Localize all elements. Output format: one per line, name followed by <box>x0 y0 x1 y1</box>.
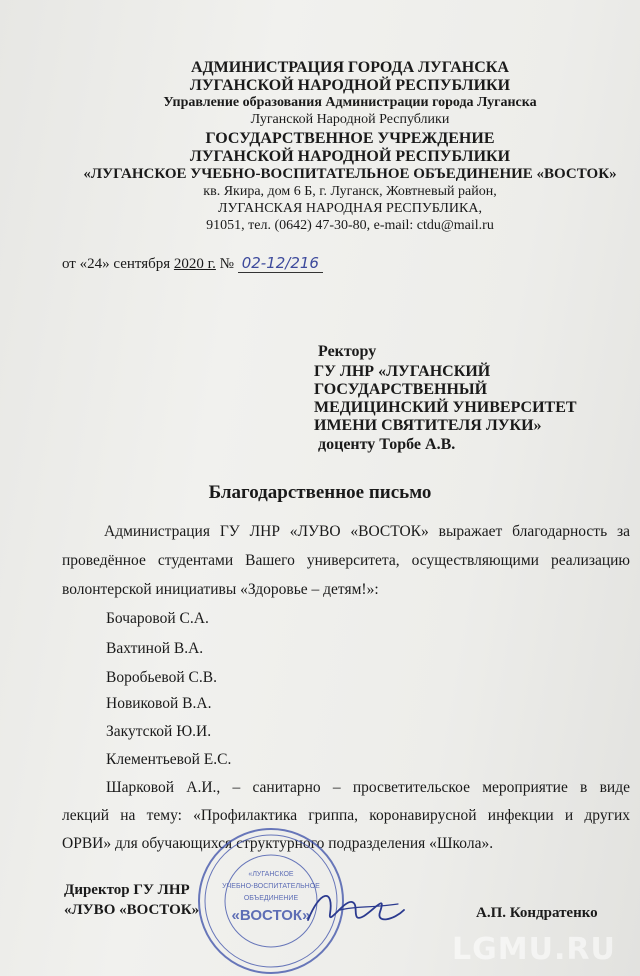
volunteer-name: Бочаровой С.А. <box>106 610 209 627</box>
reference-number: 02-12/216 <box>238 254 323 273</box>
volunteer-name: Новиковой В.А. <box>106 695 212 712</box>
header-line-institution-name: «ЛУГАНСКОЕ УЧЕБНО-ВОСПИТАТЕЛЬНОЕ ОБЪЕДИНЕНИЕ «ВОСТОК» <box>83 166 617 182</box>
header-line-institution: ГОСУДАРСТВЕННОЕ УЧРЕЖДЕНИЕ <box>205 130 495 147</box>
signer-role-line-1: Директор ГУ ЛНР <box>64 882 190 898</box>
body-paragraph-1-line-1: Администрация ГУ ЛНР «ЛУВО «ВОСТОК» выражает благодарность за <box>104 523 630 540</box>
stamp-text-middle-1: УЧЕБНО-ВОСПИТАТЕЛЬНОЕ <box>222 883 320 890</box>
reference-line <box>62 254 323 273</box>
addressee-university-line3: МЕДИЦИНСКИЙ УНИВЕРСИТЕТ <box>314 399 577 416</box>
site-watermark: LGMU.RU <box>452 932 616 967</box>
stamp-text-main: «ВОСТОК» <box>231 907 311 924</box>
volunteer-name: Клементьевой Е.С. <box>106 751 232 768</box>
addressee-university-line1: ГУ ЛНР «ЛУГАНСКИЙ <box>314 363 491 380</box>
body-paragraph-2-line-3: ОРВИ» для обучающихся структурного подразделения «Школа». <box>62 835 494 852</box>
volunteer-name: Воробьевой С.В. <box>106 669 217 686</box>
addressee-university-line2: ГОСУДАРСТВЕННЫЙ <box>314 381 488 398</box>
header-line-address: кв. Якира, дом 6 Б, г. Луганск, Жовтневый район, <box>203 184 497 199</box>
letter-title: Благодарственное письмо <box>208 482 432 503</box>
signer-role-line-2: «ЛУВО «ВОСТОК» <box>64 902 200 918</box>
volunteer-name: Закутской Ю.И. <box>106 723 212 740</box>
header-line-address-republic: ЛУГАНСКАЯ НАРОДНАЯ РЕСПУБЛИКА, <box>218 201 482 216</box>
header-line-administration: АДМИНИСТРАЦИЯ ГОРОДА ЛУГАНСКА <box>191 59 509 76</box>
volunteer-name: Вахтиной В.А. <box>106 640 204 657</box>
header-line-institution-republic: ЛУГАНСКОЙ НАРОДНОЙ РЕСПУБЛИКИ <box>189 148 511 165</box>
addressee-person: доценту Торбе А.В. <box>318 436 456 453</box>
header-line-republic: ЛУГАНСКОЙ НАРОДНОЙ РЕСПУБЛИКИ <box>189 77 511 94</box>
header-line-department: Управление образования Администрации города Луганска <box>163 95 537 110</box>
reference-date: от «24» сентября <box>62 256 171 272</box>
body-paragraph-1-line-3: волонтерской инициативы «Здоровье – детям!»: <box>62 581 379 598</box>
body-paragraph-2-line-1: Шарковой А.И., – санитарно – просветительское мероприятие в виде <box>106 779 630 796</box>
stamp-text-middle-2: ОБЪЕДИНЕНИЕ <box>243 895 299 902</box>
body-paragraph-1-line-2: проведённое студентами Вашего университета, осуществляющими реализацию <box>62 552 630 569</box>
handwritten-signature <box>300 880 410 940</box>
body-paragraph-2-line-2: лекций на тему: «Профилактика гриппа, коронавирусной инфекции и других <box>62 807 630 824</box>
reference-year: 2020 г. <box>173 256 216 272</box>
stamp-text-top: «ЛУГАНСКОЕ <box>248 871 294 878</box>
header-line-contacts: 91051, тел. (0642) 47-30-80, e-mail: ctdu@mail.ru <box>206 218 494 233</box>
addressee-university-line4: ИМЕНИ СВЯТИТЕЛЯ ЛУКИ» <box>314 417 542 434</box>
signer-name: А.П. Кондратенко <box>476 905 598 921</box>
header-line-department-republic: Луганской Народной Республики <box>250 112 450 127</box>
reference-number-label: № <box>219 256 234 272</box>
addressee-title: Ректору <box>318 343 377 360</box>
